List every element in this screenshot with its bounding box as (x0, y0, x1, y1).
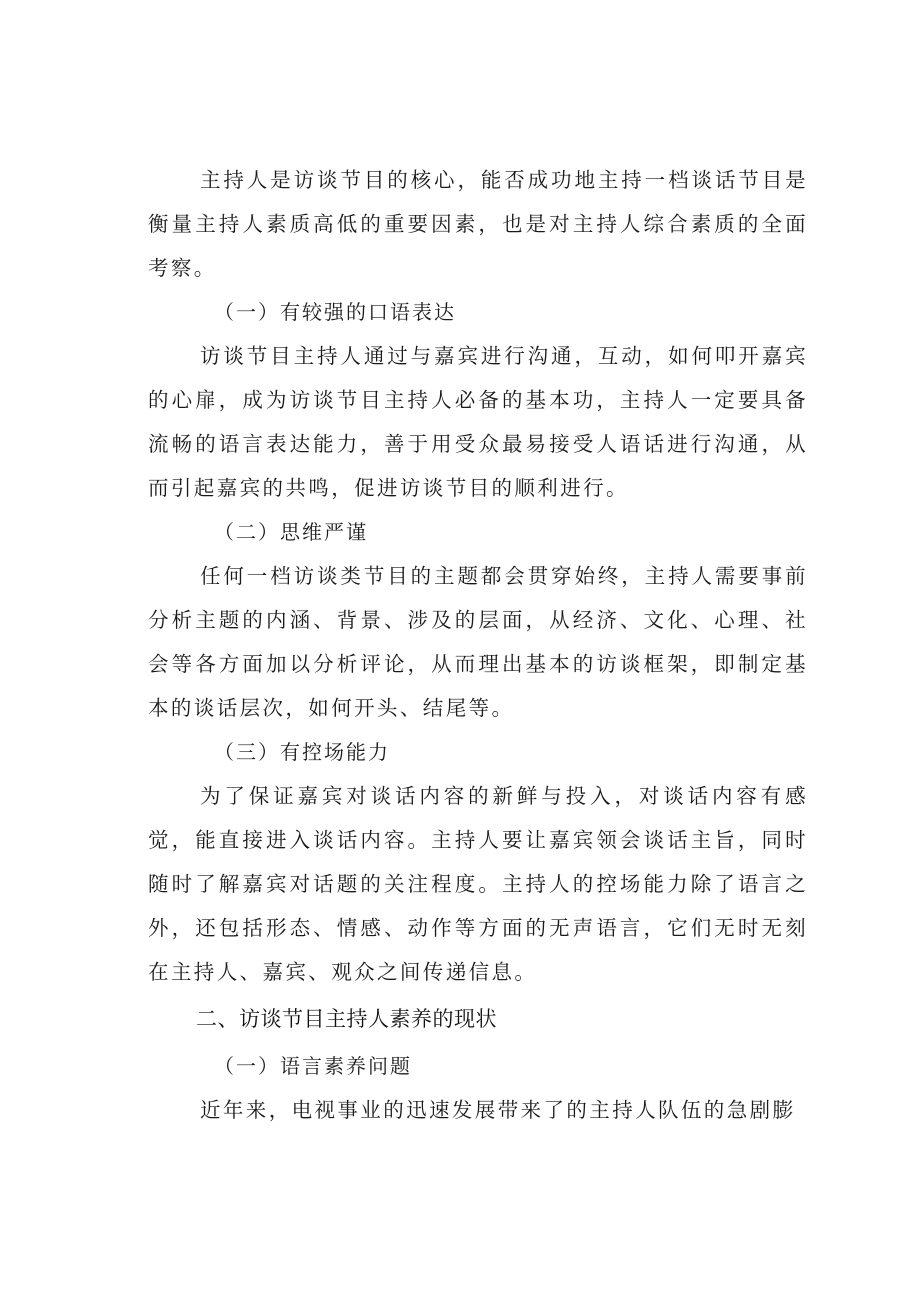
paragraph-control-ability: 为了保证嘉宾对谈话内容的新鲜与投入，对谈话内容有感觉，能直接进入谈话内容。主持人要让嘉宾领会谈话主旨，同时随时了解嘉宾对话题的关注程度。主持人的控场能力除了语言之外，还包括形态、情感、动作等方面的无声语言，它们无时无刻在主持人、嘉宾、观众之间传递信息。 (148, 784, 808, 984)
document-body (148, 158, 808, 1132)
paragraph-language-literacy: 近年来，电视事业的迅速发展带来了的主持人队伍的急剧膨 (200, 1098, 796, 1122)
paragraph-rigorous-thinking: 任何一档访谈类节目的主题都会贯穿始终，主持人需要事前分析主题的内涵、背景、涉及的层面，从经济、文化、心理、社会等各方面加以分析评论，从而理出基本的访谈框架，即制定基本的谈话层次，如何开头、结尾等。 (148, 564, 808, 720)
paragraph-host-core: 主持人是访谈节目的核心，能否成功地主持一档谈话节目是衡量主持人素质高低的重要因素，也是对主持人综合素质的全面考察。 (148, 168, 808, 280)
subheading-language-literacy: （一）语言素养问题 (214, 1054, 412, 1078)
subheading-rigorous-thinking: （二）思维严谨 (214, 520, 368, 544)
subheading-control-ability: （三）有控场能力 (214, 740, 390, 764)
subheading-oral-expression: （一）有较强的口语表达 (214, 300, 456, 324)
paragraph-oral-expression: 访谈节目主持人通过与嘉宾进行沟通，互动，如何叩开嘉宾的心扉，成为访谈节目主持人必备的基本功，主持人一定要具备流畅的语言表达能力，善于用受众最易接受人语话进行沟通，从而引起嘉宾的共鸣，促进访谈节目的顺利进行。 (148, 344, 808, 500)
section-heading-current-status: 二、访谈节目主持人素养的现状 (196, 1007, 497, 1031)
